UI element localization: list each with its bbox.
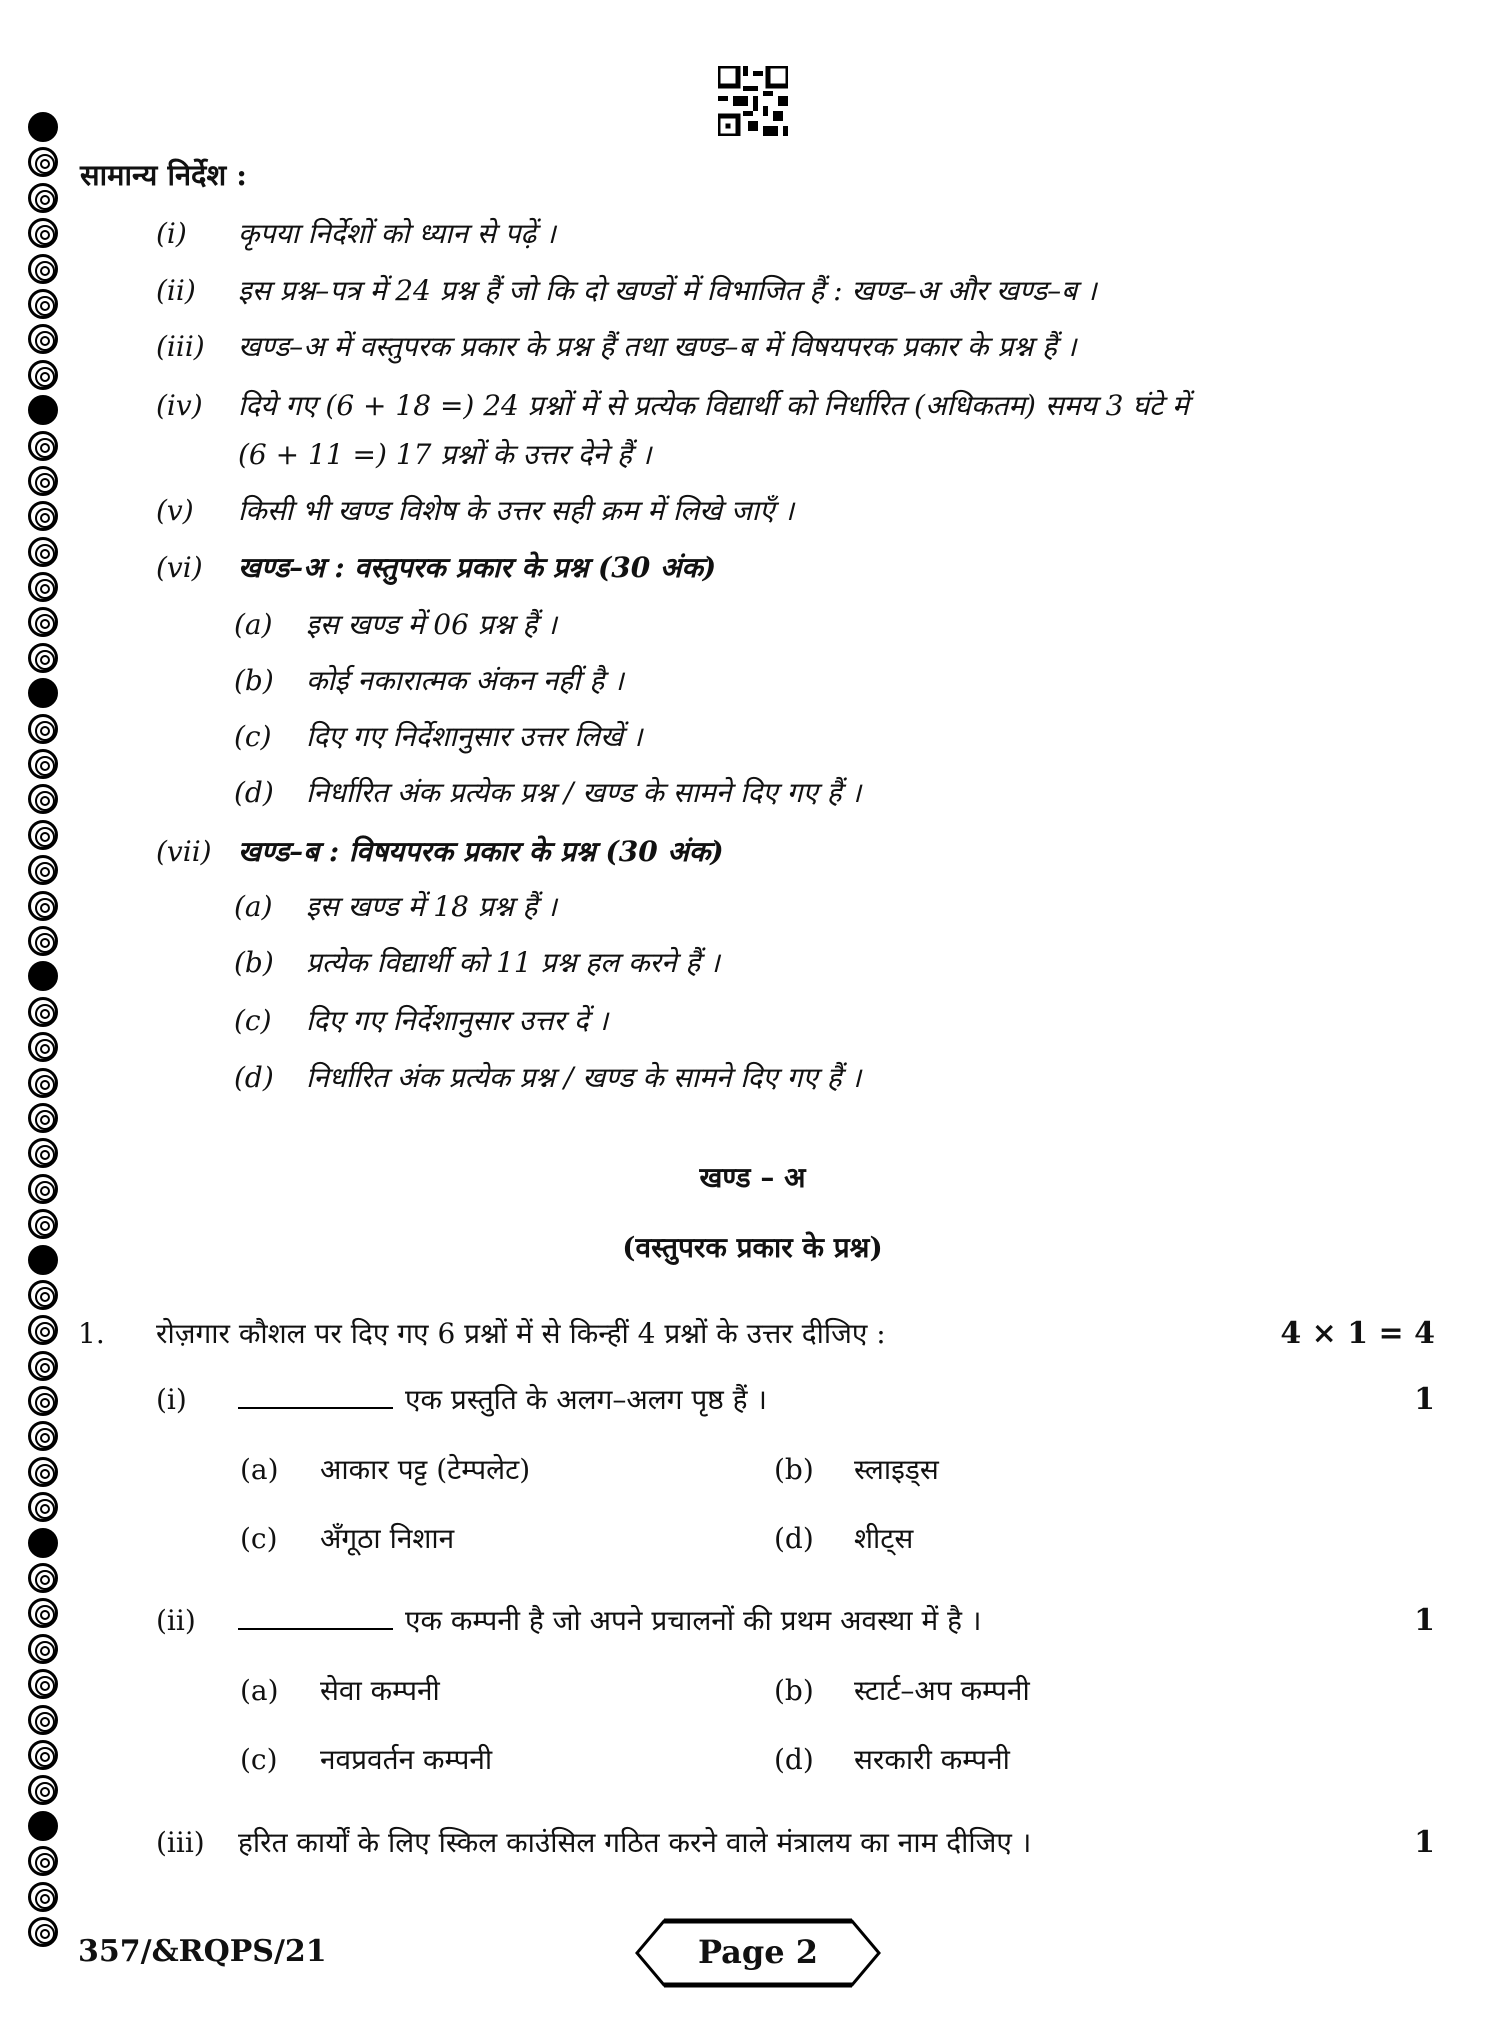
sub-text: दिए गए निर्देशानुसार उत्तर दें । [306,1004,609,1037]
margin-circle-icon [28,183,58,213]
part-text: हरित कार्यों के लिए स्किल काउंसिल गठित करने वाले मंत्रालय का नाम दीजिए । [238,1826,1032,1859]
part-num: (ii) [156,1604,196,1637]
instruction-num: (iii) [156,330,205,363]
qr-code [718,66,788,136]
margin-circle-icon [28,643,58,673]
part-text [238,1382,767,1418]
answer-blank [238,1385,393,1409]
sub-num: (a) [234,890,273,923]
margin-circle-icon [28,714,58,744]
part-marks: 1 [1414,1603,1435,1638]
margin-circle-icon [28,1528,58,1558]
part-marks: 1 [1414,1825,1435,1860]
sub-num: (b) [234,664,274,697]
option-text: शीट्स [854,1522,914,1555]
instruction-num: (i) [156,217,187,250]
margin-circle-icon [28,1351,58,1381]
margin-circle-border [28,112,64,1952]
margin-circle-icon [28,1705,58,1735]
margin-circle-icon [28,820,58,850]
sub-num: (c) [234,720,272,753]
margin-circle-icon [28,1280,58,1310]
margin-circle-icon [28,1315,58,1345]
margin-circle-icon [28,1421,58,1451]
margin-circle-icon [28,1740,58,1770]
question-text: रोज़गार कौशल पर दिए गए 6 प्रश्नों में से किन्हीं 4 प्रश्नों के उत्तर दीजिए : [156,1317,886,1350]
sub-text: इस खण्ड में 18 प्रश्न हैं । [306,890,557,923]
margin-circle-icon [28,1068,58,1098]
option-label: (c) [240,1522,278,1555]
option-text: स्टार्ट–अप कम्पनी [854,1674,1030,1707]
part-num: (i) [156,1383,187,1416]
margin-circle-icon [28,1492,58,1522]
margin-circle-icon [28,1103,58,1133]
margin-circle-icon [28,749,58,779]
margin-circle-icon [28,926,58,956]
margin-circle-icon [28,1775,58,1805]
margin-circle-icon [28,1457,58,1487]
margin-circle-icon [28,501,58,531]
sub-num: (d) [234,776,274,809]
part-text [238,1603,981,1639]
margin-circle-icon [28,112,58,142]
margin-circle-icon [28,784,58,814]
option-text: अँगूठा निशान [320,1522,455,1555]
option-text: स्लाइड्स [854,1453,939,1486]
sub-text: निर्धारित अंक प्रत्येक प्रश्न / खण्ड के सामने दिए गए हैं । [306,1061,862,1094]
sub-num: (b) [234,946,274,979]
instruction-num: (vi) [156,551,203,584]
sub-num: (c) [234,1004,272,1037]
question-number: 1. [78,1317,105,1350]
sub-text: इस खण्ड में 06 प्रश्न हैं । [306,608,557,641]
paper-code: 357/&RQPS/21 [78,1934,327,1969]
question-marks: 4 × 1 = 4 [1280,1316,1435,1351]
margin-circle-icon [28,1634,58,1664]
instruction-text: किसी भी खण्ड विशेष के उत्तर सही क्रम में लिखे जाएँ । [238,494,794,527]
page-number: Page 2 [697,1933,819,1971]
margin-circle-icon [28,324,58,354]
option-label: (d) [774,1522,814,1555]
instruction-num: (ii) [156,274,196,307]
section-title: खण्ड – अ [699,1161,806,1194]
margin-circle-icon [28,1882,58,1912]
sub-text: कोई नकारात्मक अंकन नहीं है । [306,664,624,697]
instruction-text: दिये गए (6 + 18 =) 24 प्रश्नों में से प्रत्येक विद्यार्थी को निर्धारित (अधिकतम) समय 3 घंटे में [238,389,1189,422]
margin-circle-icon [28,1846,58,1876]
part-num: (iii) [156,1826,205,1859]
margin-circle-icon [28,961,58,991]
margin-circle-icon [28,678,58,708]
margin-circle-icon [28,1386,58,1416]
part-text-content: एक कम्पनी है जो अपने प्रचालनों की प्रथम अवस्था में है । [405,1604,982,1637]
instruction-text: कृपया निर्देशों को ध्यान से पढ़ें । [238,217,556,250]
sub-text: निर्धारित अंक प्रत्येक प्रश्न / खण्ड के सामने दिए गए हैं । [306,776,862,809]
margin-circle-icon [28,218,58,248]
margin-circle-icon [28,855,58,885]
section-b-heading: खण्ड–ब : विषयपरक प्रकार के प्रश्न (30 अंक) [238,835,724,868]
option-label: (c) [240,1743,278,1776]
option-text: सरकारी कम्पनी [854,1743,1010,1776]
margin-circle-icon [28,431,58,461]
margin-circle-icon [28,289,58,319]
margin-circle-icon [28,360,58,390]
instruction-num: (vii) [156,835,212,868]
margin-circle-icon [28,1032,58,1062]
option-label: (d) [774,1743,814,1776]
option-text: नवप्रवर्तन कम्पनी [320,1743,493,1776]
margin-circle-icon [28,607,58,637]
option-label: (a) [240,1674,279,1707]
margin-circle-icon [28,1598,58,1628]
margin-circle-icon [28,997,58,1027]
margin-circle-icon [28,572,58,602]
margin-circle-icon [28,147,58,177]
instruction-text: इस प्रश्न–पत्र में 24 प्रश्न हैं जो कि दो खण्डों में विभाजित हैं : खण्ड–अ और खण्ड–ब । [238,274,1097,307]
margin-circle-icon [28,395,58,425]
sub-num: (d) [234,1061,274,1094]
instruction-num: (iv) [156,389,203,422]
option-text: आकार पट्ट (टेम्पलेट) [320,1453,531,1486]
option-label: (b) [774,1453,814,1486]
margin-circle-icon [28,466,58,496]
option-text: सेवा कम्पनी [320,1674,440,1707]
margin-circle-icon [28,1669,58,1699]
margin-circle-icon [28,891,58,921]
section-subtitle: (वस्तुपरक प्रकार के प्रश्न) [622,1231,883,1264]
margin-circle-icon [28,537,58,567]
instruction-text: खण्ड–अ में वस्तुपरक प्रकार के प्रश्न हैं तथा खण्ड–ब में विषयपरक प्रकार के प्रश्न हैं । [238,330,1077,363]
margin-circle-icon [28,254,58,284]
option-label: (b) [774,1674,814,1707]
part-marks: 1 [1414,1382,1435,1417]
sub-text: दिए गए निर्देशानुसार उत्तर लिखें । [306,720,643,753]
answer-blank [238,1606,393,1630]
margin-circle-icon [28,1563,58,1593]
sub-num: (a) [234,608,273,641]
section-a-heading: खण्ड–अ : वस्तुपरक प्रकार के प्रश्न (30 अंक) [238,551,717,584]
margin-circle-icon [28,1811,58,1841]
instruction-text-cont: (6 + 11 =) 17 प्रश्नों के उत्तर देने हैं । [238,438,652,471]
instruction-num: (v) [156,494,194,527]
option-label: (a) [240,1453,279,1486]
part-text-content: एक प्रस्तुति के अलग–अलग पृष्ठ हैं । [405,1383,768,1416]
instructions-title: सामान्य निर्देश : [80,158,247,192]
margin-circle-icon [28,1917,58,1947]
page-number-badge [634,1918,882,1988]
sub-text: प्रत्येक विद्यार्थी को 11 प्रश्न हल करने हैं । [306,946,720,979]
